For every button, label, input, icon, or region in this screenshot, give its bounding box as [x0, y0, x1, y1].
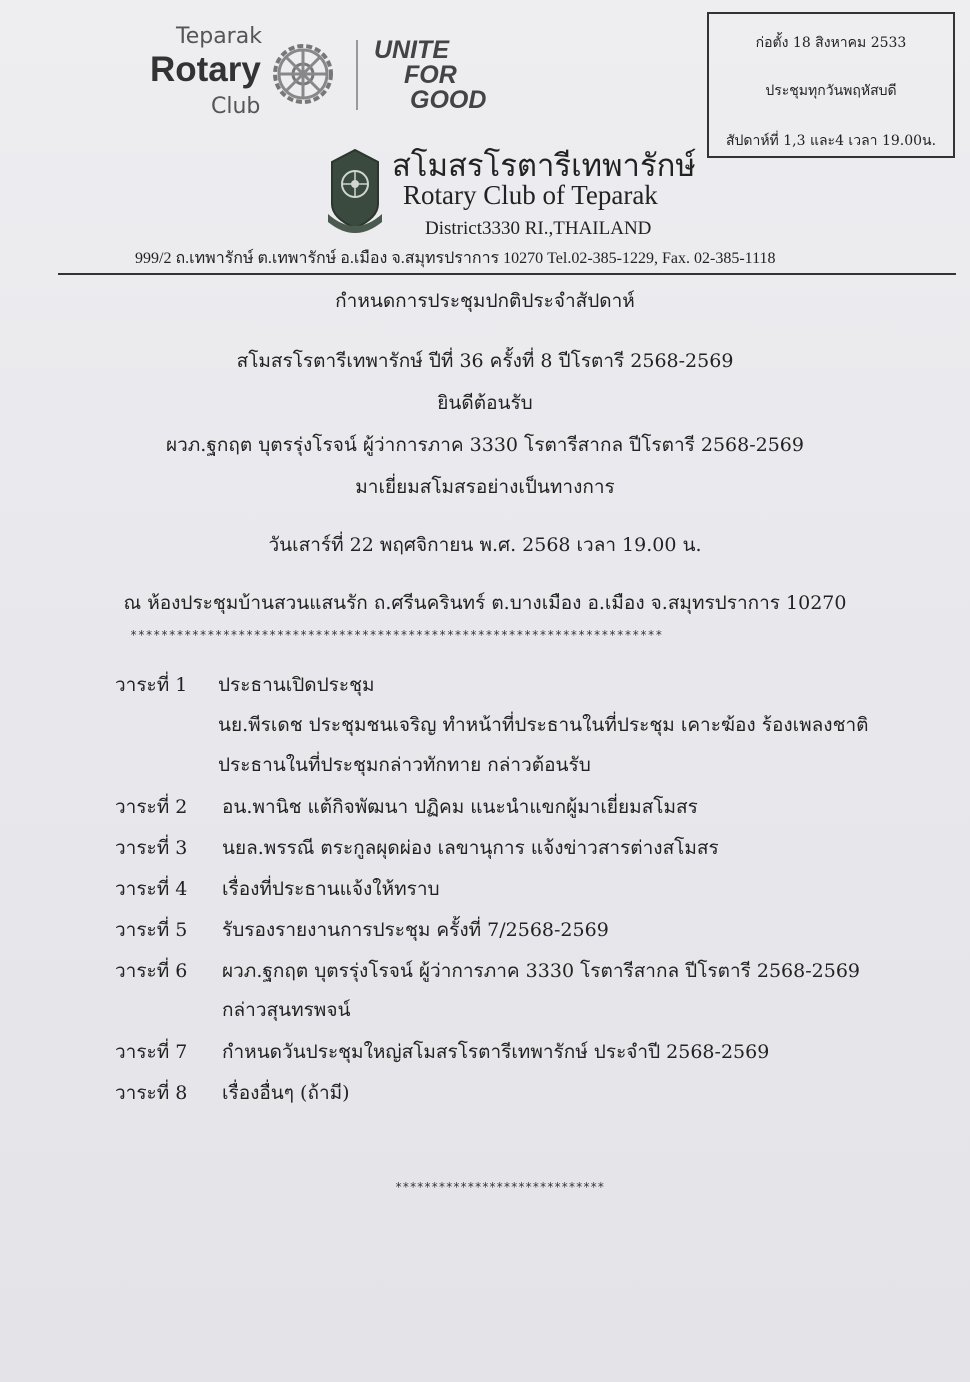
- rotary-wheel-icon: [267, 38, 339, 110]
- meeting-info-box: [707, 12, 955, 158]
- club-name-thai: สโมสรโรตารีเทพารักษ์: [392, 148, 696, 184]
- founded-date: ก่อตั้ง 18 สิงหาคม 2533: [755, 35, 907, 51]
- agenda-label-6: วาระที่ 6: [115, 960, 188, 982]
- agenda-3-line-1: นยล.พรรณี ตระกูลผุดผ่อง เลขานุการ แจ้งข่าวสารต่างสโมสร: [222, 837, 719, 859]
- agenda-2-line-1: อน.พานิช แต้กิจพัฒนา ปฏิคม แนะนำแขกผู้มาเยี่ยมสโมสร: [222, 796, 698, 818]
- agenda-1-line-1: ประธานเปิดประชุม: [218, 674, 375, 696]
- district-line: District3330 RI.,THAILAND: [425, 218, 652, 239]
- logo-rotary-text: Rotary: [150, 50, 261, 89]
- logo-divider: [356, 40, 358, 110]
- closing-stars: *****************************: [395, 1180, 605, 1194]
- address-line: 999/2 ถ.เทพารักษ์ ต.เทพารักษ์ อ.เมือง จ.สมุทรปราการ 10270 Tel.02-385-1229, Fax. 02-385-1118: [135, 250, 776, 267]
- club-name-english: Rotary Club of Teparak: [403, 180, 658, 210]
- agenda-5-line-1: รับรองรายงานการประชุม ครั้งที่ 7/2568-2569: [222, 919, 609, 941]
- agenda-label-8: วาระที่ 8: [115, 1082, 188, 1104]
- meeting-venue: ณ ห้องประชุมบ้านสวนแสนรัก ถ.ศรีนครินทร์ ต.บางเมือง อ.เมือง จ.สมุทรปราการ 10270: [123, 592, 847, 614]
- club-meeting-line: สโมสรโรตารีเทพารักษ์ ปีที่ 36 ครั้งที่ 8 ปีโรตารี 2568-2569: [236, 350, 734, 372]
- slogan-for: FOR: [404, 61, 457, 89]
- welcome-line: ยินดีต้อนรับ: [437, 392, 533, 414]
- slogan-good: GOOD: [410, 86, 487, 114]
- agenda-label-2: วาระที่ 2: [115, 796, 188, 818]
- guest-line: ผวภ.ฐกฤต บุตรรุ่งโรจน์ ผู้ว่าการภาค 3330 โรตารีสากล ปีโรตารี 2568-2569: [165, 434, 804, 456]
- stars-separator: *********************************************************************: [130, 628, 663, 642]
- meeting-day: ประชุมทุกวันพฤหัสบดี: [765, 83, 897, 99]
- agenda-label-7: วาระที่ 7: [115, 1041, 188, 1063]
- agenda-7-line-1: กำหนดวันประชุมใหญ่สโมสรโรตารีเทพารักษ์ ประจำปี 2568-2569: [222, 1041, 770, 1063]
- unite-for-good-slogan: [374, 38, 486, 113]
- agenda-label-3: วาระที่ 3: [115, 837, 188, 859]
- agenda-4-line-1: เรื่องที่ประธานแจ้งให้ทราบ: [222, 878, 440, 900]
- agenda-label-5: วาระที่ 5: [115, 919, 188, 941]
- slogan-unite: UNITE: [374, 36, 449, 64]
- logo-teparak-text: Teparak: [176, 24, 262, 49]
- agenda-1-line-3: ประธานในที่ประชุมกล่าวทักทาย กล่าวต้อนรับ: [218, 754, 591, 776]
- agenda-label-4: วาระที่ 4: [115, 878, 188, 900]
- meeting-heading: กำหนดการประชุมปกติประจำสัปดาห์: [335, 290, 635, 312]
- logo-club-text: Club: [211, 94, 261, 119]
- agenda-6-line-2: กล่าวสุนทรพจน์: [222, 999, 351, 1021]
- agenda-label-1: วาระที่ 1: [115, 674, 188, 696]
- meeting-date: วันเสาร์ที่ 22 พฤศจิกายน พ.ศ. 2568 เวลา 19.00 น.: [268, 534, 702, 556]
- meeting-weeks: สัปดาห์ที่ 1,3 และ4 เวลา 19.00น.: [725, 133, 937, 149]
- agenda-8-line-1: เรื่องอื่นๆ (ถ้ามี): [222, 1082, 350, 1104]
- club-emblem-icon: [326, 148, 384, 236]
- agenda-6-line-1: ผวภ.ฐกฤต บุตรรุ่งโรจน์ ผู้ว่าการภาค 3330 โรตารีสากล ปีโรตารี 2568-2569: [222, 960, 861, 982]
- agenda-1-line-2: นย.พีรเดช ประชุมชนเจริญ ทำหน้าที่ประธานในที่ประชุม เคาะฆ้อง ร้องเพลงชาติ: [218, 714, 869, 736]
- header-divider: [58, 273, 956, 275]
- visit-line: มาเยี่ยมสโมสรอย่างเป็นทางการ: [355, 476, 615, 498]
